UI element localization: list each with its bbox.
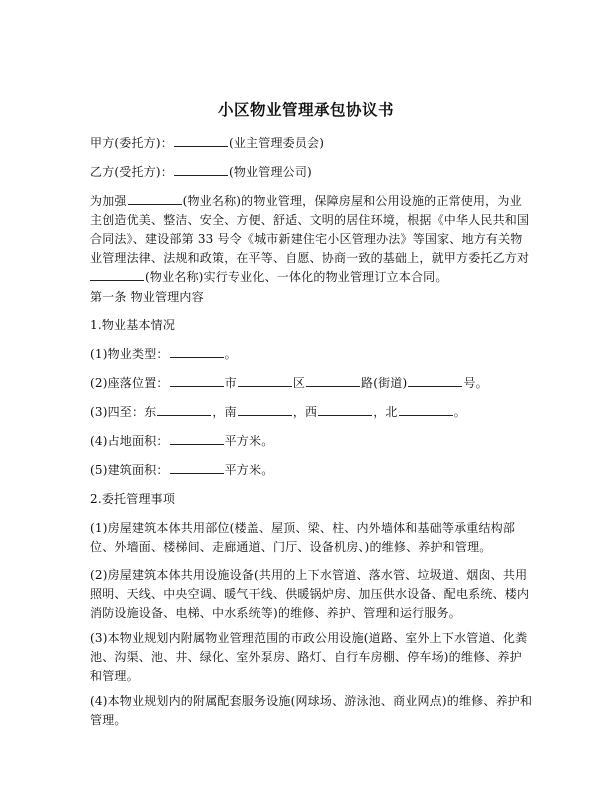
property-type-blank [170, 346, 224, 358]
party-b-blank [174, 164, 228, 176]
east-blank [157, 404, 211, 416]
duty-3-paragraph [90, 629, 526, 686]
duty-line: 管理。 [90, 713, 127, 727]
duty-1-paragraph [90, 519, 526, 557]
preamble-text: (物业名称)的物业管理，保障房屋和公用设施的正常使用，为业 [182, 194, 522, 208]
item-text: 。 [453, 405, 466, 419]
item-text: 。 [224, 347, 237, 361]
party-b-label: 乙方(受托方)： [90, 165, 173, 179]
item-label: (1)物业类型： [90, 347, 169, 361]
party-b-note: (物业管理公司) [228, 165, 312, 179]
duty-line: (2)房屋建筑本体共用设施设备(共用的上下水管道、落水管、垃圾道、烟囱、共用 [90, 568, 528, 582]
item-text: 路(街道) [361, 376, 408, 390]
party-a-label: 甲方(委托方)： [90, 136, 173, 150]
building-area-blank [170, 462, 224, 474]
item-building-area [90, 461, 526, 480]
land-area-blank [170, 433, 224, 445]
preamble-line: 业管理法律、法规和政策，在平等、自愿、协商一致的基础上，就甲方委托乙方对 [90, 251, 530, 265]
north-blank [399, 404, 453, 416]
item-label: (4)占地面积： [90, 434, 169, 448]
property-name-blank [128, 193, 182, 205]
item-text: 平方米。 [224, 434, 274, 448]
duty-line: 池、沟渠、池、井、绿化、室外泵房、路灯、自行车房棚、停车场)的维修、养护 [90, 650, 522, 664]
article-1-heading: 第一条 物业管理内容 [90, 290, 204, 304]
preamble-paragraph [90, 192, 530, 287]
preamble-line: 主创造优美、整洁、安全、方便、舒适、文明的居住环境，根据《中华人民共和国 [90, 213, 530, 227]
preamble-text: (物业名称)实行专业化、一体化的物业管理订立本合同。 [145, 270, 448, 284]
duty-line: (3)本物业规划内附属物业管理范围的市政公用设施(道路、室外上下水管道、化粪 [90, 631, 528, 645]
item-text: 市 [224, 376, 237, 390]
document-title: 小区物业管理承包协议书 [217, 100, 394, 119]
number-blank [408, 375, 462, 387]
item-text: ，西 [292, 405, 318, 419]
district-blank [238, 375, 292, 387]
item-label: (3)四至：东 [90, 405, 157, 419]
item-label: (5)建筑面积： [90, 463, 169, 477]
south-blank [238, 404, 292, 416]
duty-line: (4)本物业规划内的附属配套服务设施(网球场、游泳池、商业网点)的维修、养护和 [90, 694, 533, 708]
duty-line: 照明、天线、中央空调、暖气干线、供暖锅炉房、加压供水设备、配电系统、楼内 [90, 587, 530, 601]
duty-4-paragraph [90, 692, 533, 730]
item-text: ，北 [373, 405, 398, 419]
item-boundaries [90, 403, 526, 422]
item-location [90, 374, 526, 393]
section-1-heading: 1.物业基本情况 [90, 318, 176, 332]
item-text: 号。 [463, 376, 488, 390]
preamble-text: 为加强 [90, 194, 127, 208]
preamble-line: 合同法》、建设部第 33 号令《城市新建住宅小区管理办法》等国家、地方有关物 [90, 232, 523, 246]
party-b-line [90, 163, 526, 182]
duty-line: (1)房屋建筑本体共用部位(楼盖、屋顶、梁、柱、内外墙体和基础等承重结构部 [90, 521, 516, 535]
city-blank [170, 375, 224, 387]
item-text: ，南 [212, 405, 237, 419]
item-property-type [90, 345, 526, 364]
item-text: 区 [292, 376, 306, 390]
duty-line: 和管理。 [90, 669, 139, 683]
section-2-heading: 2.委托管理事项 [90, 492, 176, 506]
item-label: (2)座落位置： [90, 376, 169, 390]
party-a-blank [174, 135, 228, 147]
duty-line: 位、外墙面、楼梯间、走廊通道、门厅、设备机房、)的维修、养护和管理。 [90, 540, 492, 554]
item-land-area [90, 432, 526, 451]
duty-2-paragraph [90, 566, 530, 623]
item-text: 平方米。 [224, 463, 274, 477]
road-blank [306, 375, 360, 387]
west-blank [318, 404, 372, 416]
property-name-blank [90, 269, 144, 281]
party-a-note: (业主管理委员会) [228, 136, 325, 150]
duty-line: 消防设施设备、电梯、中水系统等)的维修、养护、管理和运行服务。 [90, 606, 461, 620]
party-a-line [90, 134, 526, 153]
